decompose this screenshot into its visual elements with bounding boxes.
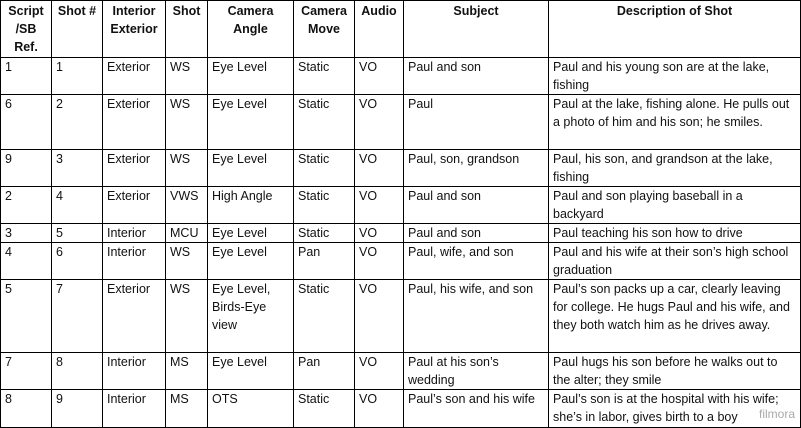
shot-cell: WS [166, 150, 208, 187]
audio-cell: VO [355, 150, 404, 187]
script-ref-cell: 8 [1, 390, 52, 428]
subject-cell: Paul, son, grandson [404, 150, 549, 187]
description-cell: Paul at the lake, fishing alone. He pulls out a photo of him and his son; he smiles. [549, 95, 801, 150]
column-header-interior-exterior: Interior Exterior [103, 1, 166, 58]
shot-number-cell: 9 [52, 390, 103, 428]
description-cell: Paul hugs his son before he walks out to the alter; they smile [549, 353, 801, 390]
description-cell: Paul’s son is at the hospital with his wife; she’s in labor, gives birth to a boy [549, 390, 801, 428]
camera-move-cell: Static [294, 187, 355, 224]
shot-number-cell: 2 [52, 95, 103, 150]
interior-exterior-cell: Interior [103, 390, 166, 428]
script-ref-cell: 9 [1, 150, 52, 187]
camera-angle-cell: Eye Level, Birds-Eye view [208, 280, 294, 353]
column-header-description: Description of Shot [549, 1, 801, 58]
shot-cell: MS [166, 353, 208, 390]
script-ref-cell: 5 [1, 280, 52, 353]
column-header-subject: Subject [404, 1, 549, 58]
shot-cell: WS [166, 95, 208, 150]
table-row [1, 187, 801, 224]
description-cell: Paul and his wife at their son’s high school graduation [549, 243, 801, 280]
description-cell: Paul, his son, and grandson at the lake, fishing [549, 150, 801, 187]
table-row [1, 280, 801, 353]
camera-move-cell: Pan [294, 243, 355, 280]
interior-exterior-cell: Exterior [103, 187, 166, 224]
script-ref-cell: 7 [1, 353, 52, 390]
shot-number-cell: 6 [52, 243, 103, 280]
interior-exterior-cell: Exterior [103, 58, 166, 95]
column-header-camera-angle: Camera Angle [208, 1, 294, 58]
shot-number-cell: 3 [52, 150, 103, 187]
audio-cell: VO [355, 58, 404, 95]
camera-move-cell: Static [294, 58, 355, 95]
description-cell: Paul teaching his son how to drive [549, 224, 801, 243]
audio-cell: VO [355, 243, 404, 280]
column-header-script-ref: Script /SB Ref. [1, 1, 52, 58]
shot-cell: MCU [166, 224, 208, 243]
camera-angle-cell: OTS [208, 390, 294, 428]
subject-cell: Paul, wife, and son [404, 243, 549, 280]
interior-exterior-cell: Exterior [103, 95, 166, 150]
table-row [1, 150, 801, 187]
interior-exterior-cell: Exterior [103, 150, 166, 187]
shot-number-cell: 4 [52, 187, 103, 224]
audio-cell: VO [355, 187, 404, 224]
table-row [1, 58, 801, 95]
interior-exterior-cell: Interior [103, 243, 166, 280]
subject-cell: Paul’s son and his wife [404, 390, 549, 428]
audio-cell: VO [355, 95, 404, 150]
table-row [1, 353, 801, 390]
table-row [1, 95, 801, 150]
shot-number-cell: 5 [52, 224, 103, 243]
subject-cell: Paul, his wife, and son [404, 280, 549, 353]
shot-cell: VWS [166, 187, 208, 224]
audio-cell: VO [355, 353, 404, 390]
camera-angle-cell: Eye Level [208, 150, 294, 187]
subject-cell: Paul at his son’s wedding [404, 353, 549, 390]
script-ref-cell: 2 [1, 187, 52, 224]
audio-cell: VO [355, 390, 404, 428]
camera-angle-cell: Eye Level [208, 95, 294, 150]
camera-move-cell: Pan [294, 353, 355, 390]
script-ref-cell: 3 [1, 224, 52, 243]
interior-exterior-cell: Interior [103, 224, 166, 243]
shot-cell: WS [166, 243, 208, 280]
camera-move-cell: Static [294, 390, 355, 428]
column-header-audio: Audio [355, 1, 404, 58]
shot-cell: MS [166, 390, 208, 428]
camera-angle-cell: Eye Level [208, 224, 294, 243]
shot-number-cell: 8 [52, 353, 103, 390]
table-row [1, 390, 801, 428]
subject-cell: Paul and son [404, 224, 549, 243]
column-header-camera-move: Camera Move [294, 1, 355, 58]
description-cell: Paul’s son packs up a car, clearly leaving for college. He hugs Paul and his wife, and they both watch him as he drives away. [549, 280, 801, 353]
camera-angle-cell: Eye Level [208, 353, 294, 390]
script-ref-cell: 4 [1, 243, 52, 280]
camera-angle-cell: Eye Level [208, 58, 294, 95]
subject-cell: Paul [404, 95, 549, 150]
watermark-logo: filmora [758, 407, 795, 421]
interior-exterior-cell: Exterior [103, 280, 166, 353]
table-row [1, 243, 801, 280]
shot-cell: WS [166, 280, 208, 353]
audio-cell: VO [355, 280, 404, 353]
description-cell: Paul and son playing baseball in a backyard [549, 187, 801, 224]
camera-move-cell: Static [294, 280, 355, 353]
column-header-shot-number: Shot # [52, 1, 103, 58]
shot-number-cell: 7 [52, 280, 103, 353]
camera-move-cell: Static [294, 95, 355, 150]
camera-angle-cell: Eye Level [208, 243, 294, 280]
subject-cell: Paul and son [404, 187, 549, 224]
camera-move-cell: Static [294, 150, 355, 187]
column-header-shot: Shot [166, 1, 208, 58]
shot-number-cell: 1 [52, 58, 103, 95]
script-ref-cell: 1 [1, 58, 52, 95]
subject-cell: Paul and son [404, 58, 549, 95]
camera-angle-cell: High Angle [208, 187, 294, 224]
description-cell: Paul and his young son are at the lake, fishing [549, 58, 801, 95]
table-row [1, 224, 801, 243]
camera-move-cell: Static [294, 224, 355, 243]
shot-cell: WS [166, 58, 208, 95]
audio-cell: VO [355, 224, 404, 243]
header-row [1, 1, 801, 58]
script-ref-cell: 6 [1, 95, 52, 150]
interior-exterior-cell: Interior [103, 353, 166, 390]
